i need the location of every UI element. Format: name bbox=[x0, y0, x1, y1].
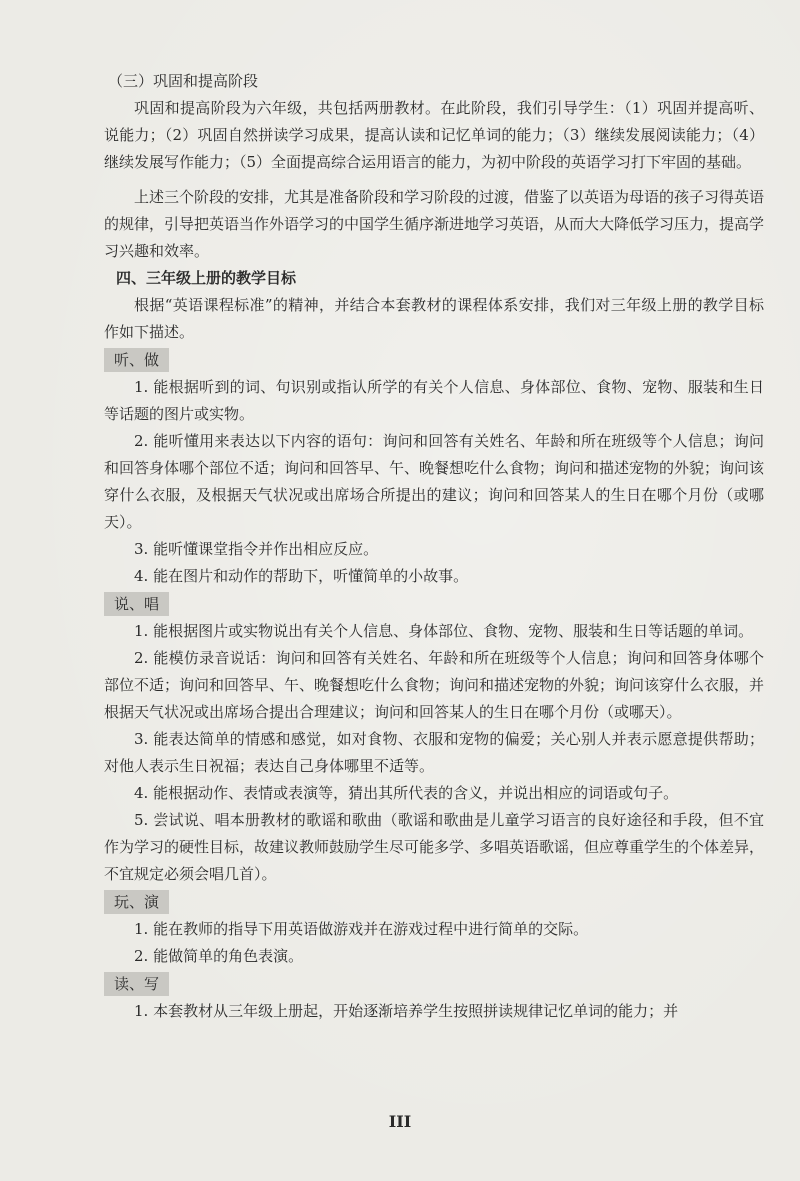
speaking-item-1: 1. 能根据图片或实物说出有关个人信息、身体部位、食物、宠物、服装和生日等话题的单词。 bbox=[134, 622, 754, 640]
speaking-item-3: 3. 能表达简单的情感和感觉，如对食物、衣服和宠物的偏爱；关心别人并表示愿意提供帮助；对他人表示生日祝福；表达自己身体哪里不适等。 bbox=[104, 730, 764, 775]
page-number: III bbox=[388, 1112, 412, 1131]
listening-block bbox=[104, 346, 764, 590]
listening-item-3: 3. 能听懂课堂指令并作出相应反应。 bbox=[134, 540, 379, 558]
speaking-item-4: 4. 能根据动作、表情或表演等，猜出其所代表的含义，并说出相应的词语或句子。 bbox=[134, 784, 679, 802]
section-3-paragraph-1: 巩固和提高阶段为六年级，共包括两册教材。在此阶段，我们引导学生：（1）巩固并提高听、说能力；（2）巩固自然拼读学习成果，提高认读和记忆单词的能力；（3）继续发展阅读能力；（4）继续发展写作能力；（5）全面提高综合运用语言的能力，为初中阶段的英语学习打下牢固的基础。 bbox=[104, 99, 764, 171]
section-3-heading: （三）巩固和提高阶段 bbox=[108, 72, 259, 90]
section-4-intro: 根据“英语课程标准”的精神，并结合本套教材的课程体系安排，我们对三年级上册的教学目标作如下描述。 bbox=[104, 296, 764, 341]
listening-item-4: 4. 能在图片和动作的帮助下，听懂简单的小故事。 bbox=[134, 567, 469, 585]
section-4-heading: 四、三年级上册的教学目标 bbox=[116, 269, 297, 287]
playing-item-2: 2. 能做简单的角色表演。 bbox=[134, 947, 304, 965]
listening-item-2: 2. 能听懂用来表达以下内容的语句：询问和回答有关姓名、年龄和所在班级等个人信息；询问和回答身体哪个部位不适；询问和回答早、午、晚餐想吃什么食物；询问和描述宠物的外貌；询问该穿什么衣服，及根据天气状况或出席场合所提出的建议；询问和回答某人的生日在哪个月份（或哪天）。 bbox=[104, 432, 765, 531]
reading-label: 读、写 bbox=[104, 972, 169, 996]
playing-label: 玩、演 bbox=[104, 890, 169, 914]
reading-block bbox=[104, 970, 764, 1025]
speaking-item-5: 5. 尝试说、唱本册教材的歌谣和歌曲（歌谣和歌曲是儿童学习语言的良好途径和手段，但不宜作为学习的硬性目标，故建议教师鼓励学生尽可能多学、多唱英语歌谣，但应尊重学生的个体差异，不宜规定必须会唱几首）。 bbox=[104, 811, 765, 883]
section-3-paragraph-2: 上述三个阶段的安排，尤其是准备阶段和学习阶段的过渡，借鉴了以英语为母语的孩子习得英语的规律，引导把英语当作外语学习的中国学生循序渐进地学习英语，从而大大降低学习压力，提高学习兴趣和效率。 bbox=[104, 188, 765, 260]
playing-block bbox=[104, 888, 764, 970]
speaking-block bbox=[104, 590, 764, 888]
listening-label: 听、做 bbox=[104, 348, 169, 372]
speaking-label: 说、唱 bbox=[104, 592, 169, 616]
listening-item-1: 1. 能根据听到的词、句识别或指认所学的有关个人信息、身体部位、食物、宠物、服装和生日等话题的图片或实物。 bbox=[104, 378, 764, 423]
page-content bbox=[104, 68, 764, 1025]
reading-item-1: 1. 本套教材从三年级上册起，开始逐渐培养学生按照拼读规律记忆单词的能力；并 bbox=[134, 1002, 679, 1020]
speaking-item-2: 2. 能模仿录音说话：询问和回答有关姓名、年龄和所在班级等个人信息；询问和回答身体哪个部位不适；询问和回答早、午、晚餐想吃什么食物；询问和描述宠物的外貌；询问该穿什么衣服，并根据天气状况或出席场合提出合理建议；询问和回答某人的生日在哪个月份（或哪天）。 bbox=[104, 649, 765, 721]
playing-item-1: 1. 能在教师的指导下用英语做游戏并在游戏过程中进行简单的交际。 bbox=[134, 920, 589, 938]
